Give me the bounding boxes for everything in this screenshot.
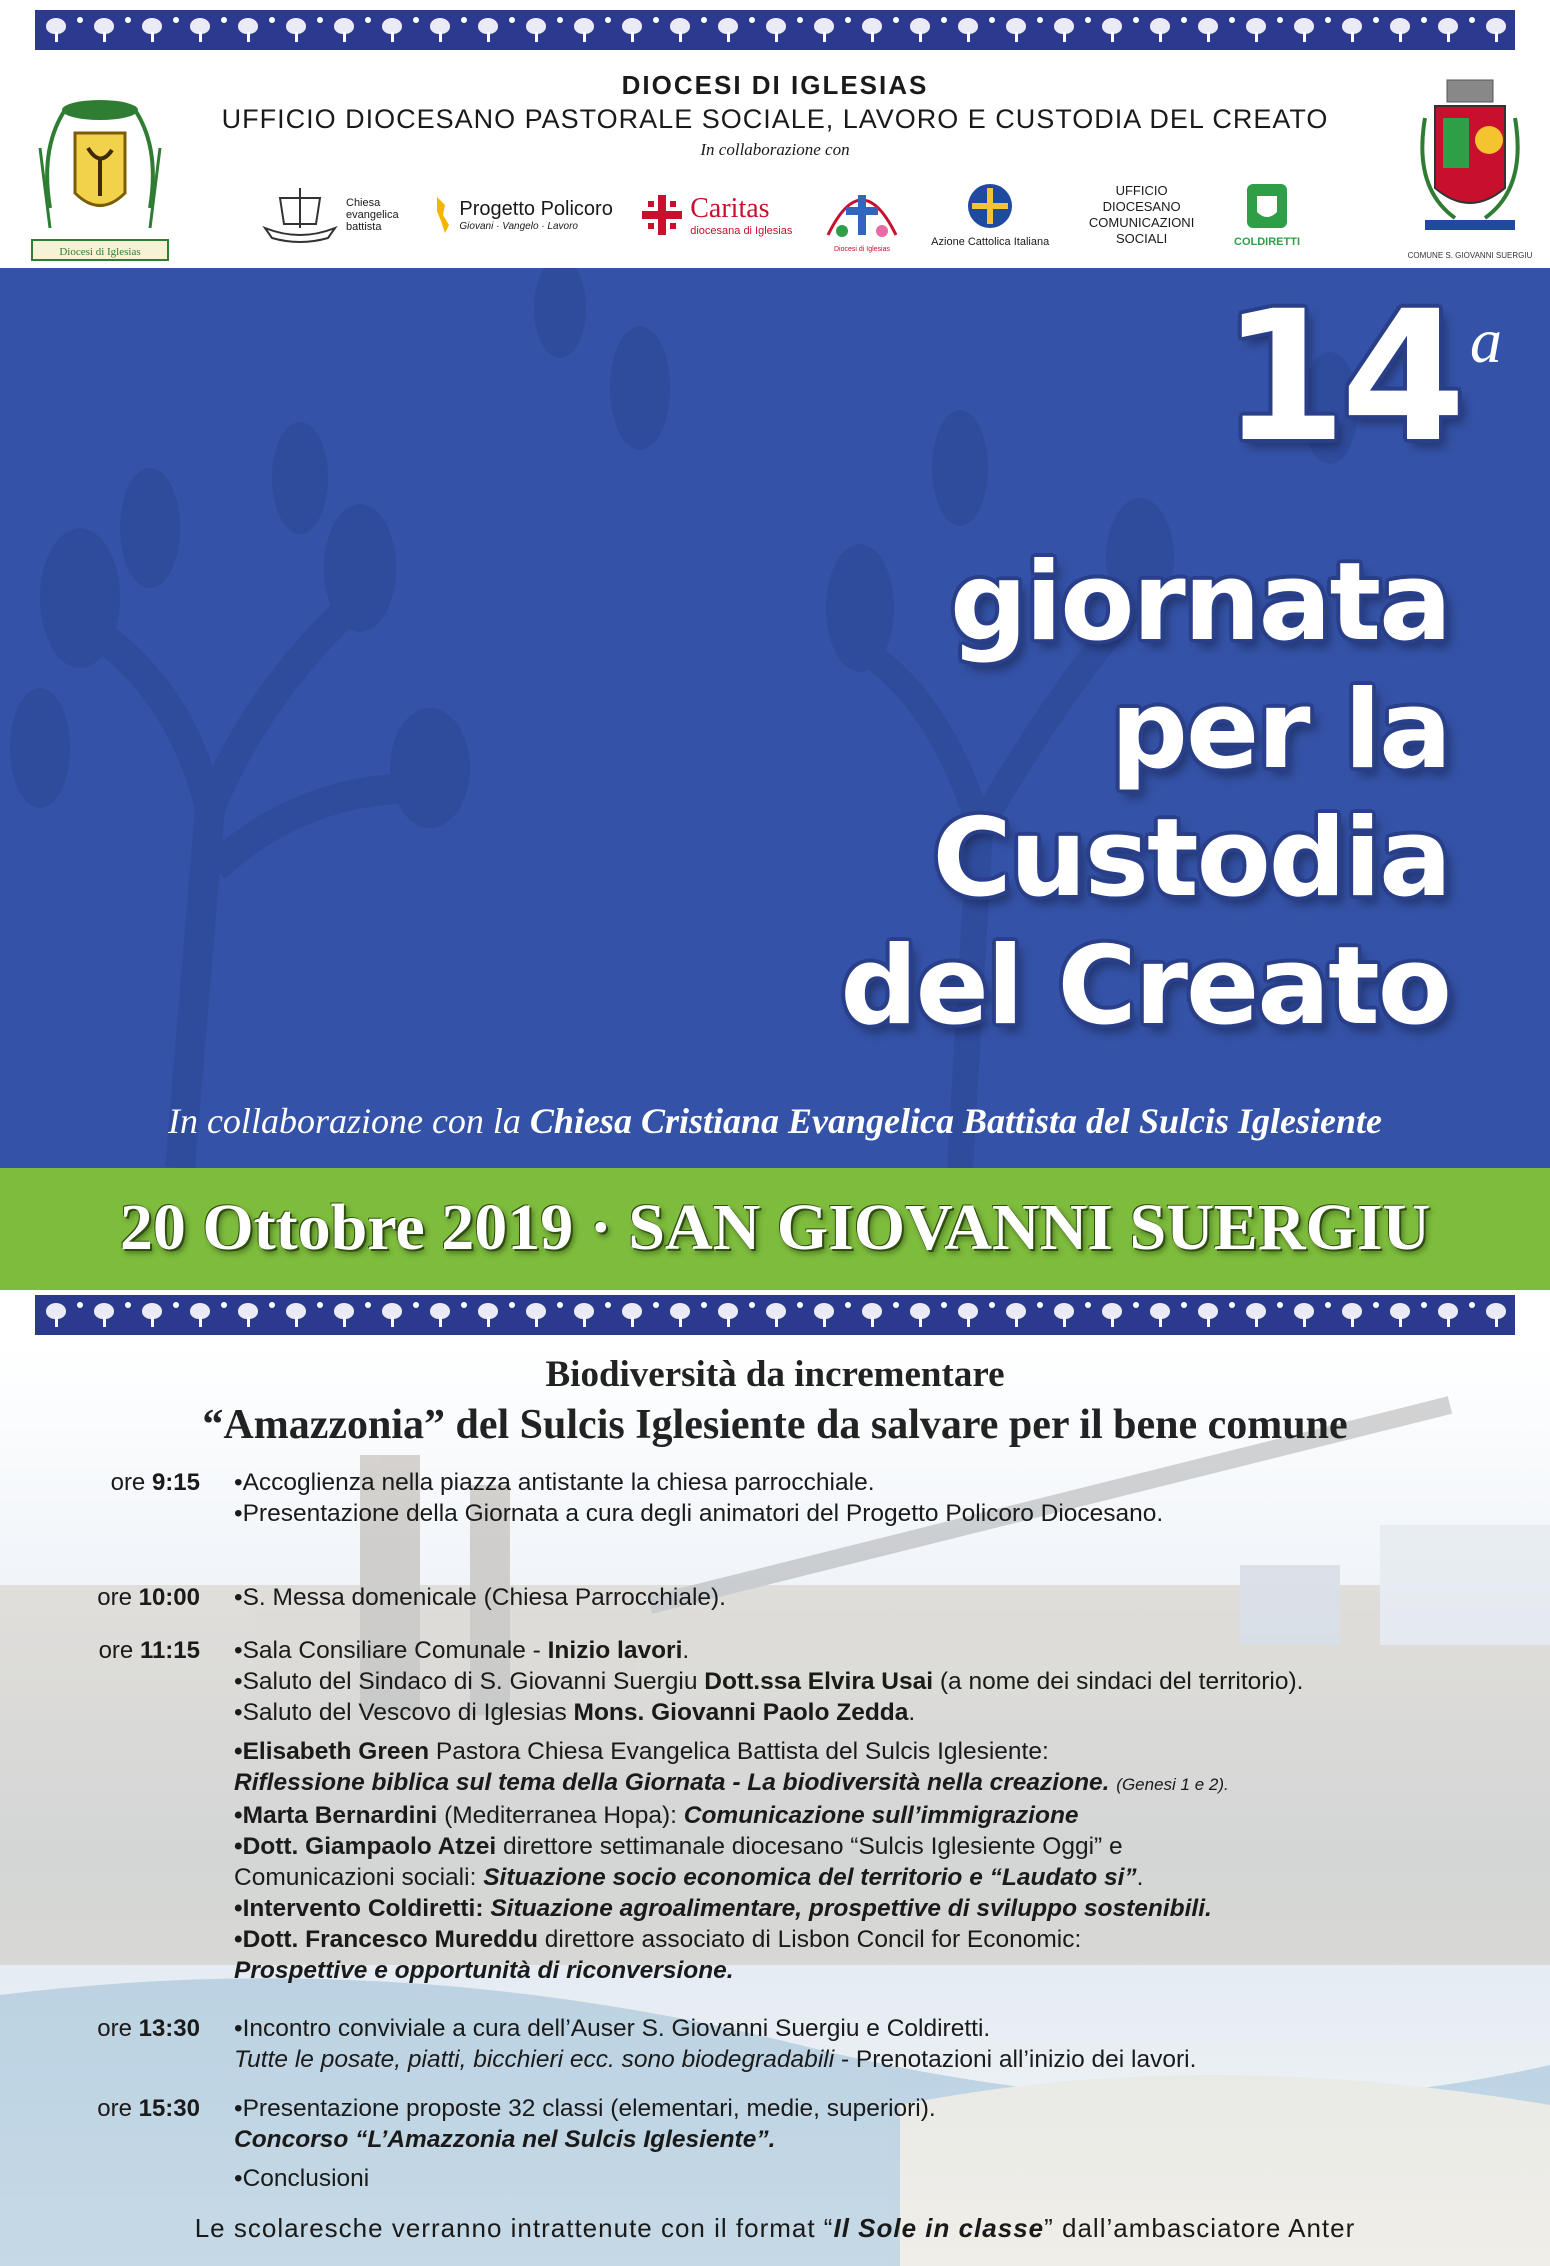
tree-pattern-icon: [43, 17, 69, 43]
edition-ordinal: a: [1470, 305, 1502, 376]
partner-sub: Giovani · Vangelo · Lavoro: [459, 221, 578, 232]
schedule-line: •Saluto del Sindaco di S. Giovanni Suergiu Dott.ssa Elvira Usai (a nome dei sindaci del territorio).: [234, 1668, 1304, 1695]
partner-chiesa-evangelica: [260, 180, 406, 250]
schedule-line: Comunicazioni sociali: Situazione socio economica del territorio e “Laudato si”.: [234, 1864, 1144, 1891]
schedule-time: ore 10:00: [97, 1584, 200, 1611]
dot-pattern-icon: [1037, 1302, 1043, 1308]
tree-pattern-icon: [811, 17, 837, 43]
dot-pattern-icon: [557, 1302, 563, 1308]
schedule-time: ore 13:30: [97, 2015, 200, 2042]
schedule-line: •Dott. Francesco Mureddu direttore associato di Lisbon Concil for Economic:: [234, 1926, 1082, 1953]
edition-number: 14: [1221, 273, 1460, 482]
tree-pattern-icon: [1051, 17, 1077, 43]
tree-pattern-icon: [139, 17, 165, 43]
tree-pattern-icon: [427, 17, 453, 43]
tree-pattern-icon: [379, 17, 405, 43]
schedule-line: •Presentazione della Giornata a cura degli animatori del Progetto Policoro Diocesano.: [234, 1500, 1164, 1527]
dot-pattern-icon: [557, 17, 563, 23]
tree-pattern-icon: [187, 1302, 213, 1328]
tree-pattern-icon: [1483, 1302, 1509, 1328]
dot-pattern-icon: [701, 1302, 707, 1308]
schedule-line: •S. Messa domenicale (Chiesa Parrocchiale).: [234, 1584, 726, 1611]
dot-pattern-icon: [1421, 1302, 1427, 1308]
boat-icon: [260, 180, 340, 250]
footer-note: Le scolaresche verranno intrattenute con il format “Il Sole in classe” dall’ambasciatore Anter: [194, 2213, 1356, 2243]
tree-pattern-icon: [667, 17, 693, 43]
collaboration-church: Chiesa Cristiana Evangelica Battista del Sulcis Iglesiente: [529, 1101, 1383, 1141]
dot-pattern-icon: [749, 17, 755, 23]
tree-pattern-icon: [907, 1302, 933, 1328]
dot-pattern-icon: [797, 17, 803, 23]
dot-pattern-icon: [701, 17, 707, 23]
dot-pattern-icon: [77, 1302, 83, 1308]
partner-name: Azione Cattolica Italiana: [931, 236, 1050, 248]
dot-pattern-icon: [653, 1302, 659, 1308]
caritas-cross-icon: [640, 193, 684, 237]
tree-pattern-icon: [523, 1302, 549, 1328]
schedule-line: •Saluto del Vescovo di Iglesias Mons. Giovanni Paolo Zedda.: [234, 1699, 916, 1726]
partner-logos: [260, 170, 1300, 260]
tree-pattern-icon: [571, 1302, 597, 1328]
program-subtitle: “Amazzonia” del Sulcis Iglesiente da salvare per il bene comune: [202, 1402, 1348, 1448]
schedule-line: Concorso “L’Amazzonia nel Sulcis Iglesiente”.: [234, 2126, 776, 2153]
dot-pattern-icon: [989, 17, 995, 23]
dot-pattern-icon: [1133, 17, 1139, 23]
tree-pattern-icon: [1339, 17, 1365, 43]
schedule-time: ore 9:15: [110, 1469, 200, 1496]
dot-pattern-icon: [941, 17, 947, 23]
top-tree-border: [35, 10, 1515, 50]
tree-pattern-icon: [1003, 17, 1029, 43]
dot-pattern-icon: [845, 17, 851, 23]
tree-pattern-icon: [811, 1302, 837, 1328]
partner-sub: Diocesi di Iglesias: [833, 246, 890, 253]
schedule-time: ore 11:15: [98, 1637, 200, 1664]
tree-pattern-icon: [187, 17, 213, 43]
tree-pattern-icon: [475, 17, 501, 43]
dot-pattern-icon: [1373, 17, 1379, 23]
tree-pattern-icon: [379, 1302, 405, 1328]
collaboration-intro: In collaborazione con: [700, 140, 850, 159]
dot-pattern-icon: [1373, 1302, 1379, 1308]
schedule-line: •Intervento Coldiretti: Situazione agroalimentare, prospettive di sviluppo sostenibili.: [234, 1895, 1212, 1922]
dot-pattern-icon: [77, 17, 83, 23]
title-line-3: Custodia: [932, 796, 1450, 921]
dot-pattern-icon: [1133, 1302, 1139, 1308]
schedule-line: •Elisabeth Green Pastora Chiesa Evangelica Battista del Sulcis Iglesiente:: [234, 1738, 1049, 1765]
dot-pattern-icon: [125, 17, 131, 23]
partner-sub: diocesana di Iglesias: [690, 225, 793, 237]
dot-pattern-icon: [1325, 17, 1331, 23]
tree-pattern-icon: [571, 17, 597, 43]
tree-pattern-icon: [235, 17, 261, 43]
dot-pattern-icon: [173, 1302, 179, 1308]
tree-pattern-icon: [1051, 1302, 1077, 1328]
schedule-line: •Incontro conviviale a cura dell’Auser S. Giovanni Suergiu e Coldiretti.: [234, 2015, 991, 2042]
comune-crest-logo: [1405, 78, 1535, 268]
hero-banner: [0, 268, 1550, 1168]
tree-pattern-icon: [715, 1302, 741, 1328]
tree-pattern-icon: [523, 17, 549, 43]
tree-pattern-icon: [1099, 1302, 1125, 1328]
tree-pattern-icon: [1483, 17, 1509, 43]
tree-pattern-icon: [91, 1302, 117, 1328]
dot-pattern-icon: [1421, 17, 1427, 23]
office-title: UFFICIO DIOCESANO PASTORALE SOCIALE, LAVORO E CUSTODIA DEL CREATO: [221, 104, 1329, 134]
collaboration-line: [0, 1100, 1550, 1142]
dot-pattern-icon: [845, 1302, 851, 1308]
tree-pattern-icon: [283, 1302, 309, 1328]
program-section: [0, 1345, 1550, 2266]
tree-pattern-icon: [859, 17, 885, 43]
azione-cattolica-cross-icon: [966, 182, 1014, 230]
tree-pattern-icon: [619, 1302, 645, 1328]
schedule-line: •Dott. Giampaolo Atzei direttore settimanale diocesano “Sulcis Iglesiente Oggi” e: [234, 1833, 1123, 1860]
dot-pattern-icon: [509, 1302, 515, 1308]
schedule-line: Riflessione biblica sul tema della Giornata - La biodiversità nella creazione. (Genesi 1 e 2).: [234, 1769, 1229, 1796]
dot-pattern-icon: [317, 1302, 323, 1308]
schedule-time: ore 15:30: [97, 2095, 200, 2122]
tree-pattern-icon: [667, 1302, 693, 1328]
schedule-line: Prospettive e opportunità di riconversione.: [234, 1957, 734, 1984]
partner-name: Progetto Policoro: [459, 198, 613, 220]
tree-pattern-icon: [1099, 17, 1125, 43]
dot-pattern-icon: [1229, 1302, 1235, 1308]
dot-pattern-icon: [893, 1302, 899, 1308]
dot-pattern-icon: [605, 1302, 611, 1308]
schedule-line: •Accoglienza nella piazza antistante la chiesa parrocchiale.: [234, 1469, 875, 1496]
dot-pattern-icon: [893, 17, 899, 23]
schedule-line: •Sala Consiliare Comunale - Inizio lavori.: [234, 1637, 690, 1664]
dot-pattern-icon: [1229, 17, 1235, 23]
partner-name: Caritas: [690, 193, 770, 224]
tree-pattern-icon: [1147, 17, 1173, 43]
tree-pattern-icon: [331, 17, 357, 43]
collaboration-prefix: In collaborazione con la: [167, 1101, 521, 1141]
tree-pattern-icon: [427, 1302, 453, 1328]
schedule-line: •Conclusioni: [234, 2165, 370, 2192]
tree-pattern-icon: [1243, 1302, 1269, 1328]
program-title: Biodiversità da incrementare: [545, 1354, 1005, 1395]
dot-pattern-icon: [1277, 1302, 1283, 1308]
tree-pattern-icon: [283, 17, 309, 43]
partner-name: COLDIRETTI: [1234, 236, 1300, 248]
dot-pattern-icon: [605, 17, 611, 23]
tree-pattern-icon: [1243, 17, 1269, 43]
event-date-place: 20 Ottobre 2019 · SAN GIOVANNI SUERGIU: [119, 1191, 1431, 1264]
tree-pattern-icon: [1435, 17, 1461, 43]
tree-pattern-icon: [91, 17, 117, 43]
dot-pattern-icon: [413, 17, 419, 23]
partner-name: Chiesa evangelica battista: [346, 197, 399, 233]
partner-azione-cattolica: [931, 182, 1049, 248]
tree-pattern-icon: [139, 1302, 165, 1328]
tree-pattern-icon: [1291, 1302, 1317, 1328]
schedule-line: •Marta Bernardini (Mediterranea Hopa): Comunicazione sull’immigrazione: [234, 1802, 1079, 1829]
tree-pattern-icon: [1387, 17, 1413, 43]
tree-pattern-icon: [1195, 1302, 1221, 1328]
dot-pattern-icon: [749, 1302, 755, 1308]
tree-pattern-icon: [1291, 17, 1317, 43]
dot-pattern-icon: [221, 1302, 227, 1308]
dot-pattern-icon: [125, 1302, 131, 1308]
left-crest-caption: Diocesi di Iglesias: [59, 246, 141, 258]
youth-ministry-icon: [820, 175, 904, 255]
dot-pattern-icon: [1085, 17, 1091, 23]
tree-pattern-icon: [1387, 1302, 1413, 1328]
title-line-1: giornata: [949, 540, 1450, 665]
dot-pattern-icon: [413, 1302, 419, 1308]
tree-pattern-icon: [331, 1302, 357, 1328]
tree-pattern-icon: [715, 17, 741, 43]
dot-pattern-icon: [1277, 17, 1283, 23]
tree-pattern-icon: [955, 17, 981, 43]
schedule-line: •Presentazione proposte 32 classi (elementari, medie, superiori).: [234, 2095, 936, 2122]
tree-pattern-icon: [1339, 1302, 1365, 1328]
dot-pattern-icon: [1469, 17, 1475, 23]
dot-pattern-icon: [509, 17, 515, 23]
dot-pattern-icon: [1469, 1302, 1475, 1308]
dot-pattern-icon: [1037, 17, 1043, 23]
dot-pattern-icon: [269, 1302, 275, 1308]
dot-pattern-icon: [221, 17, 227, 23]
tree-pattern-icon: [1003, 1302, 1029, 1328]
partner-name: UFFICIO DIOCESANO COMUNICAZIONI SOCIALI: [1088, 183, 1195, 246]
tree-pattern-icon: [475, 1302, 501, 1328]
dot-pattern-icon: [1181, 17, 1187, 23]
dot-pattern-icon: [365, 1302, 371, 1308]
partner-progetto-policoro: [433, 195, 612, 235]
header: [0, 58, 1550, 268]
title-line-4: del Creato: [840, 924, 1450, 1049]
diocese-title: DIOCESI DI IGLESIAS: [621, 70, 929, 100]
dot-pattern-icon: [317, 17, 323, 23]
dot-pattern-icon: [365, 17, 371, 23]
tree-pattern-icon: [955, 1302, 981, 1328]
tree-pattern-icon: [1147, 1302, 1173, 1328]
date-band: [0, 1168, 1550, 1290]
dot-pattern-icon: [989, 1302, 995, 1308]
tree-pattern-icon: [859, 1302, 885, 1328]
dot-pattern-icon: [269, 17, 275, 23]
tree-pattern-icon: [1195, 17, 1221, 43]
middle-tree-border: [35, 1295, 1515, 1335]
dot-pattern-icon: [461, 1302, 467, 1308]
dot-pattern-icon: [1181, 1302, 1187, 1308]
dot-pattern-icon: [797, 1302, 803, 1308]
coldiretti-logo-icon: [1245, 182, 1289, 230]
tree-pattern-icon: [1435, 1302, 1461, 1328]
partner-coldiretti: [1234, 182, 1300, 248]
tree-pattern-icon: [763, 1302, 789, 1328]
tree-pattern-icon: [619, 17, 645, 43]
dot-pattern-icon: [1325, 1302, 1331, 1308]
italy-map-icon: [433, 195, 453, 235]
tree-pattern-icon: [907, 17, 933, 43]
tree-pattern-icon: [43, 1302, 69, 1328]
title-line-2: per la: [1110, 668, 1450, 793]
right-crest-caption: COMUNE S. GIOVANNI SUERGIU: [1407, 251, 1533, 260]
partner-caritas: [640, 193, 792, 237]
tree-pattern-icon: [235, 1302, 261, 1328]
dot-pattern-icon: [941, 1302, 947, 1308]
partner-comunicazioni-sociali: [1077, 183, 1207, 247]
partner-pastorale-giovanile: [820, 175, 904, 255]
dot-pattern-icon: [653, 17, 659, 23]
dot-pattern-icon: [173, 17, 179, 23]
dot-pattern-icon: [1085, 1302, 1091, 1308]
tree-pattern-icon: [763, 17, 789, 43]
dot-pattern-icon: [461, 17, 467, 23]
schedule-line: Tutte le posate, piatti, bicchieri ecc. sono biodegradabili - Prenotazioni all’inizio dei lavori.: [234, 2046, 1197, 2073]
